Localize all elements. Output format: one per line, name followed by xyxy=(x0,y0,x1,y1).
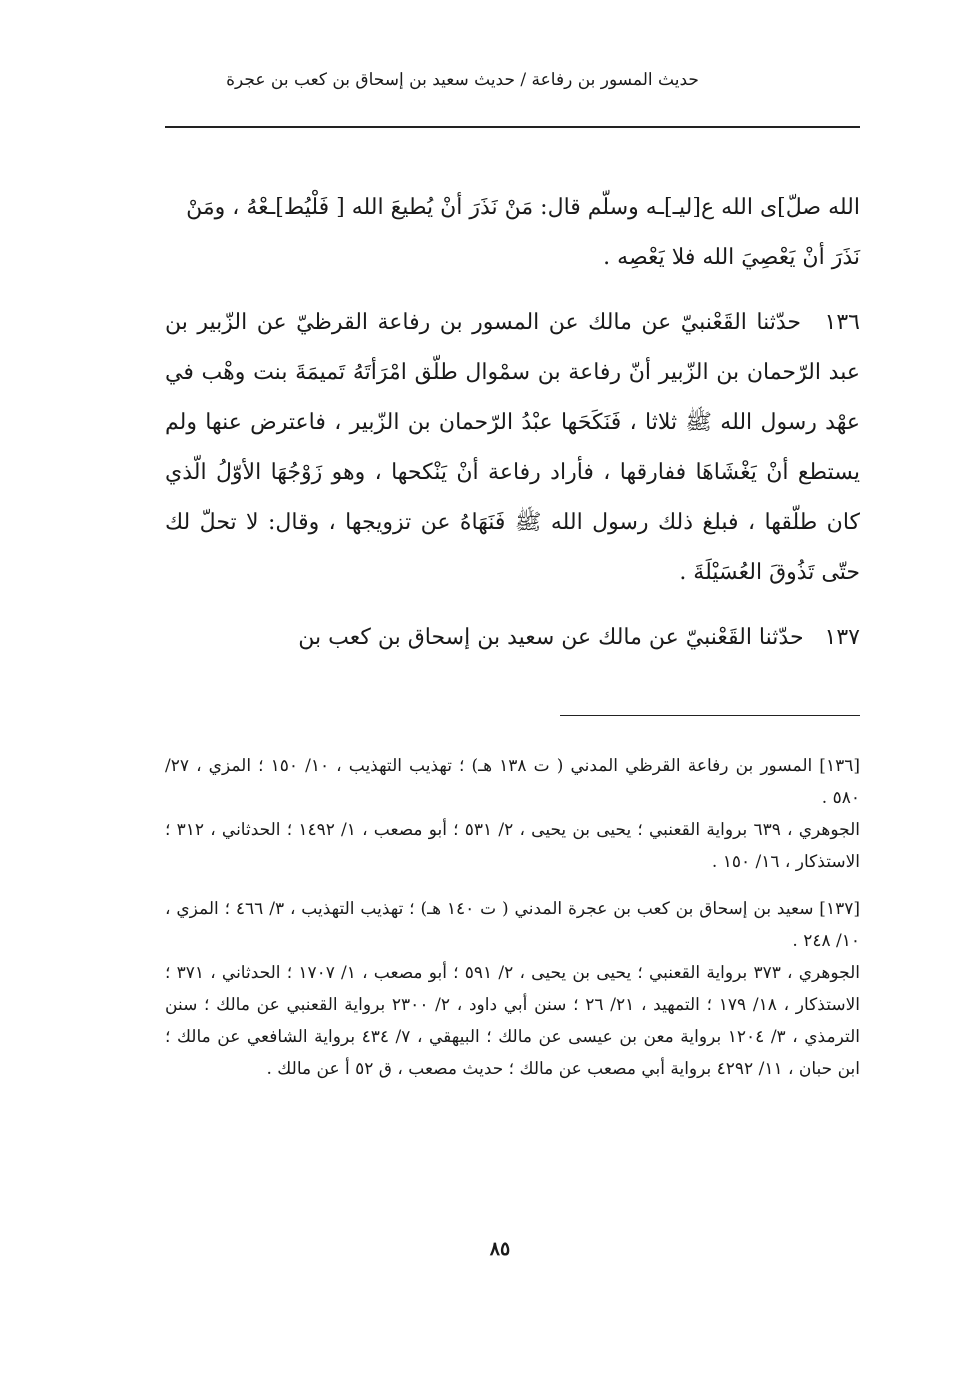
running-header: حديث المسور بن رفاعة / حديث سعيد بن إسحاق بن كعب بن عجرة xyxy=(226,70,699,90)
hadith-136 xyxy=(165,298,860,598)
header-rule xyxy=(165,126,860,128)
footnote-136-bio: [١٣٦] المسور بن رفاعة القرظي المدني ( ت ١٣٨ هـ) ؛ تهذيب التهذيب ، ١٠/ ١٥٠ ؛ المزي ، ٢٧/ ٥٨٠ . xyxy=(165,756,860,808)
main-text xyxy=(165,183,860,663)
footnote-rule xyxy=(560,715,860,716)
hadith-137 xyxy=(165,613,860,663)
page-number: ٨٥ xyxy=(489,1238,511,1260)
footnotes xyxy=(165,750,860,1085)
footnote-137-sources: الجوهري ، ٣٧٣ برواية القعنبي ؛ يحيى بن يحيى ، ٢/ ٥٩١ ؛ أبو مصعب ، ١/ ١٧٠٧ ؛ الحدثاني ، ٣٧١ ؛ الاستذكار ، ١٨/ ١٧٩ ؛ التمهيد ، ٢١/ ٢٦ ؛ سنن أبي داود ، ٢/ ٢٣٠٠ برواية القعنبي عن مالك ؛ سنن الترمذي ، ٣/ ١٢٠٤ برواية معن بن عيسى عن مالك ؛ البيهقي ، ٧/ ٤٣٤ برواية الشافعي عن مالك ؛ ابن حبان ، ١١/ ٤٢٩٢ برواية أبي مصعب عن مالك ؛ حديث مصعب ، ق ٥٢ أ عن مالك . xyxy=(165,963,861,1079)
hadith-136-text: حدّثنا القَعْنبيّ عن مالك عن المسور بن رفاعة القرظيّ عن الزّبير بن عبد الرّحمان بن الزّبير أنّ رفاعة بن سمْوال طلّق امْرَأتَهُ تَميمَةَ بنت وهْب في عهْد رسول الله ﷺ ثلاثا ، فَنَكَحَها عبْدُ الرّحمان بن الزّبير ، فاعترض عنها ولم يستطع أنْ يَغْشَاهَا ففارقها ، فأراد رفاعة أنْ يَنْكحها ، وهو زَوْجُهَا الأوّلُ الّذي كان طلّقها ، فبلغ ذلك رسول الله ﷺ فَنَهَاهُ عن تزويجها ، وقال: لا تحلّ لك حتّى تَذُوقَ العُسَيْلَةَ . xyxy=(165,310,860,585)
intro-line-2: نَذَرَ أنْ يَعْصِيَ الله فلا يَعْصِه . xyxy=(603,245,860,270)
hadith-136-number: ١٣٦ xyxy=(824,310,860,335)
hadith-137-number: ١٣٧ xyxy=(824,625,860,650)
footnote-137-bio: [١٣٧] سعيد بن إسحاق بن كعب بن عجرة المدني ( ت ١٤٠ هـ) ؛ تهذيب التهذيب ، ٣/ ٤٦٦ ؛ المزي ، ١٠/ ٢٤٨ . xyxy=(165,899,860,951)
hadith-137-text: حدّثنا القَعْنبيّ عن مالك عن سعيد بن إسحاق بن كعب بن xyxy=(298,625,804,650)
intro-line-1: الله صلّ]ى الله ع[ليـ]ـه وسلّم قال: مَنْ نَذَرَ أنْ يُطيعَ الله [ فَلْيُط]ـعْهُ ، ومَنْ xyxy=(186,195,860,220)
footnote-136-sources: الجوهري ، ٦٣٩ برواية القعنبي ؛ يحيى بن يحيى ، ٢/ ٥٣١ ؛ أبو مصعب ، ١/ ١٤٩٢ ؛ الحدثاني ، ٣١٢ ؛ الاستذكار ، ١٦/ ١٥٠ . xyxy=(165,820,861,872)
